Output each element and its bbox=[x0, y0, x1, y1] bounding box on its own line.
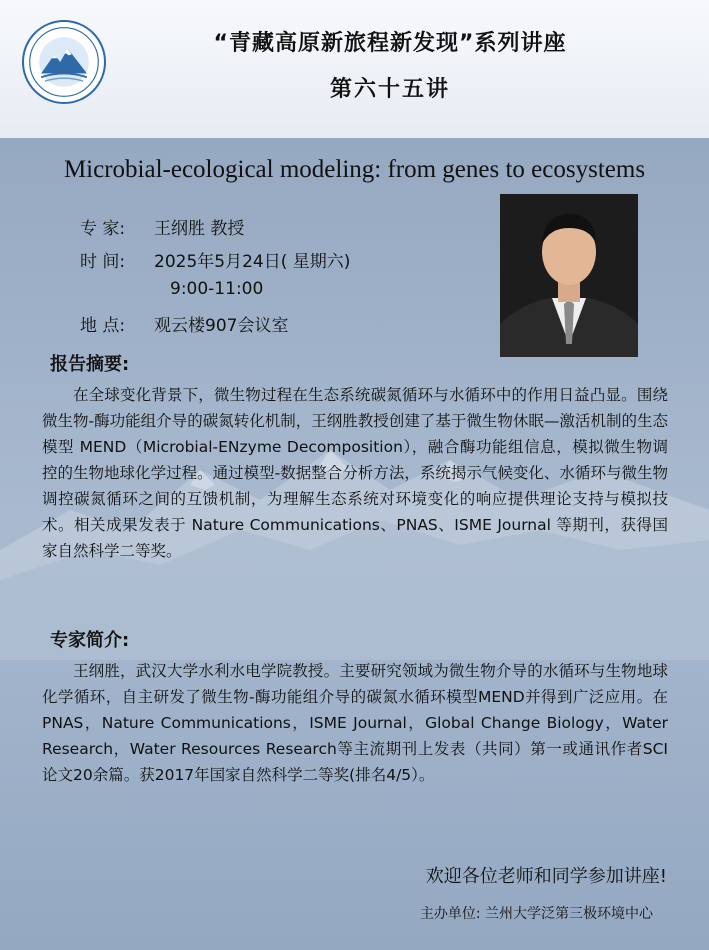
expert-label: 专 家: bbox=[80, 219, 126, 239]
time-row bbox=[80, 247, 350, 272]
abstract-text: 在全球变化背景下，微生物过程在生态系统碳氮循环与水循环中的作用日益凸显。围绕微生物-酶功能组介导的碳氮转化机制，王纲胜教授创建了基于微生物休眠—激活机制的生态模型 MEND（Microbial-ENzyme Decomposition），融合酶功能组信息，模拟微生物调控的生物地球化学过程。通过模型-数据整合分析方法，系统揭示气候变化、水循环与微生物调控碳氮循环之间的互馈机制，为理解生态系统对环境变化的响应提供理论支持与模拟技术。相关成果发表于 Nature Communications、PNAS、ISME Journal 等期刊，获得国家自然科学二等奖。 bbox=[42, 386, 668, 560]
time-hours-row bbox=[170, 279, 263, 299]
header-band bbox=[0, 0, 709, 138]
series-title: “青藏高原新旅程新发现”系列讲座 bbox=[213, 31, 567, 56]
time-value: 2025年5月24日( 星期六) bbox=[154, 252, 351, 272]
host-organization: 主办单位: 兰州大学泛第三极环境中心 bbox=[419, 906, 653, 922]
speaker-photo bbox=[500, 194, 638, 357]
lecture-number: 第六十五讲 bbox=[329, 77, 450, 102]
expert-row bbox=[80, 214, 244, 239]
abstract-heading: 报告摘要: bbox=[50, 354, 130, 375]
expert-value: 王纲胜 教授 bbox=[154, 219, 245, 239]
place-label: 地 点: bbox=[80, 316, 126, 336]
time-hours: 9:00-11:00 bbox=[170, 279, 264, 299]
place-value: 观云楼907会议室 bbox=[154, 316, 289, 336]
place-row bbox=[80, 311, 288, 336]
bio-heading: 专家简介: bbox=[50, 630, 130, 651]
talk-title: Microbial-ecological modeling: from genes to ecosystems bbox=[63, 156, 646, 183]
time-label: 时 间: bbox=[80, 252, 126, 272]
center-logo bbox=[22, 20, 106, 104]
mountain-logo-icon bbox=[24, 22, 104, 102]
speaker-portrait-icon bbox=[500, 194, 638, 357]
welcome-message: 欢迎各位老师和同学参加讲座! bbox=[425, 866, 667, 887]
bio-text: 王纲胜，武汉大学水利水电学院教授。主要研究领域为微生物介导的水循环与生物地球化学循环，自主研发了微生物-酶功能组介导的碳氮水循环模型MEND并得到广泛应用。在PNAS，Nature Communications，ISME Journal，Global Change Biology，Water Research，Water Resources Research等主流期刊上发表（共同）第一或通讯作者SCI论文20余篇。获2017年国家自然科学二等奖(排名4/5）。 bbox=[42, 662, 668, 784]
